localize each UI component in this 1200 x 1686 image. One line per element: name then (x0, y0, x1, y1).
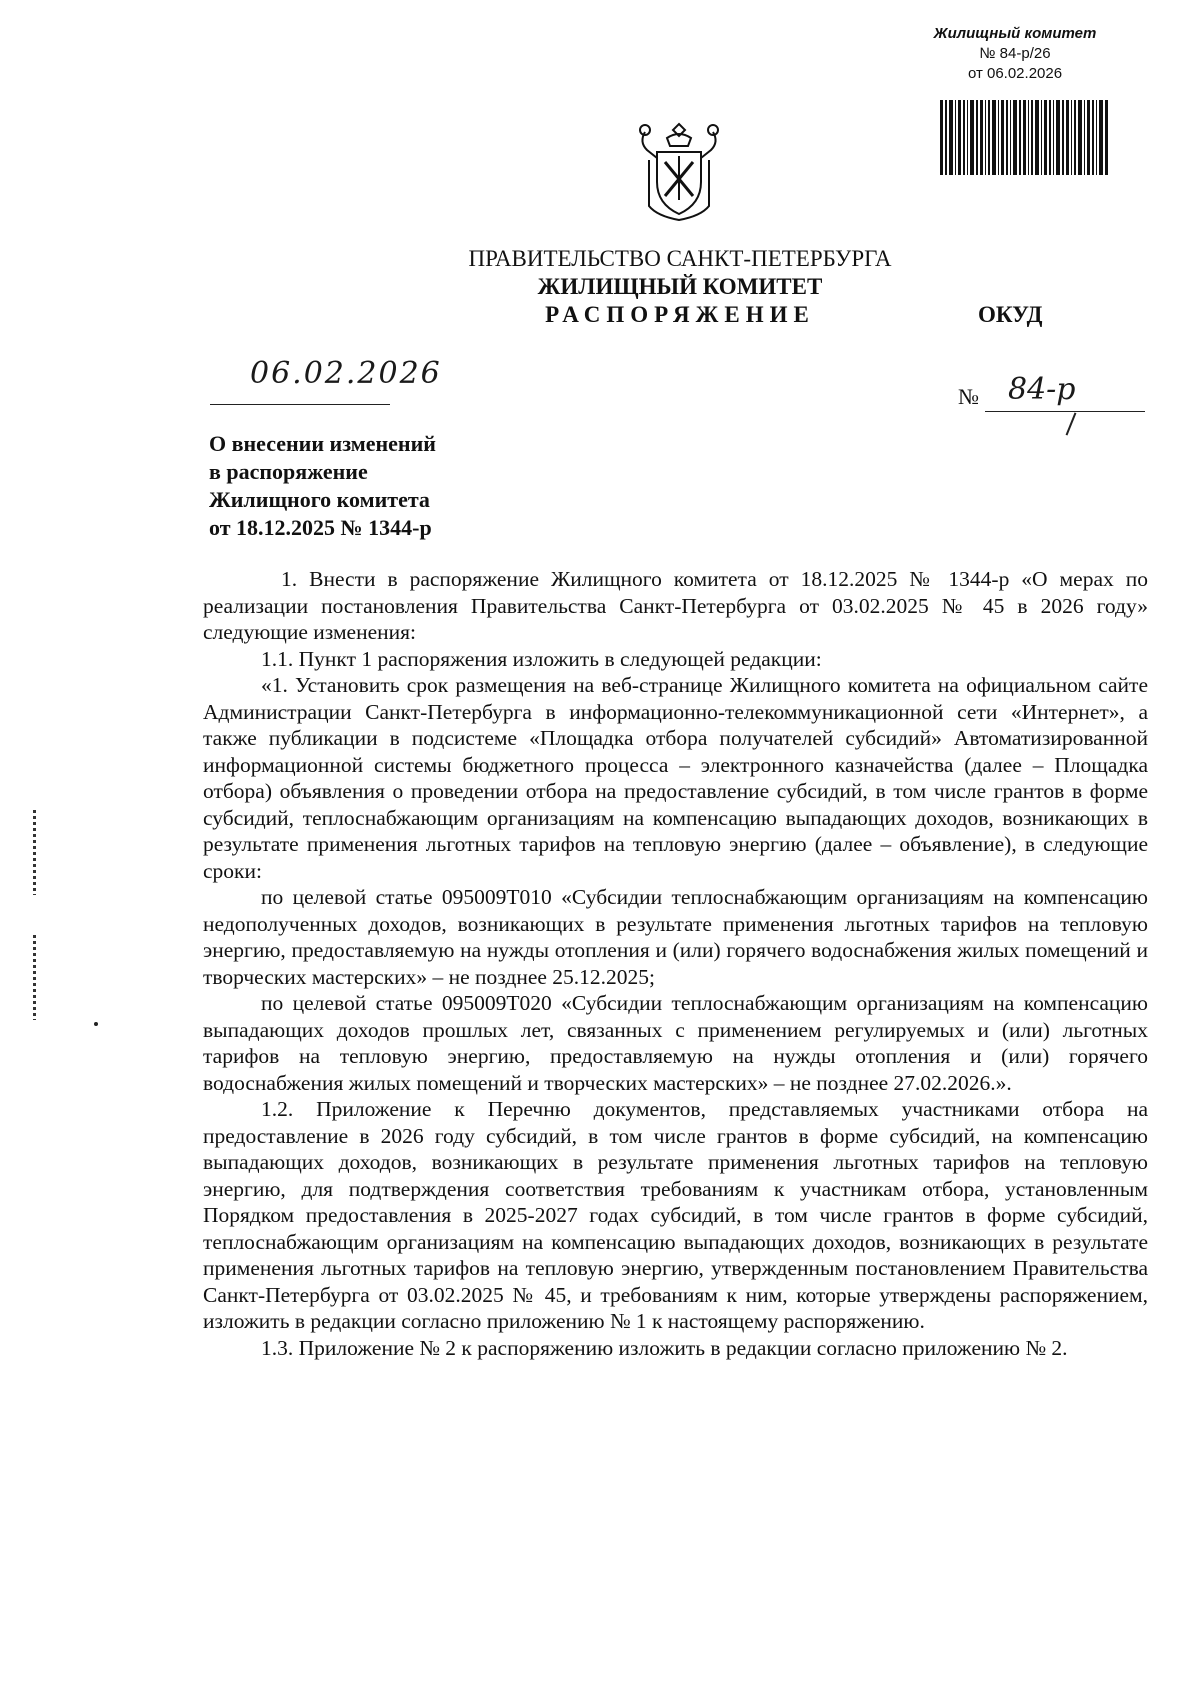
document-body (203, 566, 1148, 1361)
subject-line: Жилищного комитета (209, 487, 430, 512)
stamp-number: № 84-р/26 (979, 45, 1051, 62)
government-title: ПРАВИТЕЛЬСТВО САНКТ-ПЕТЕРБУРГА (468, 246, 892, 271)
subject-line: от 18.12.2025 № 1344-р (209, 515, 432, 540)
date-underline (210, 404, 390, 405)
paragraph-1-1: 1.1. Пункт 1 распоряжения изложить в следующей редакции: (261, 646, 822, 671)
stamp-organization: Жилищный комитет (933, 25, 1097, 42)
paragraph-1-1-text: «1. Установить срок размещения на веб-странице Жилищного комитета на официальном сайте Администрации Санкт-Петербурга в информационно-телекоммуникационной сети «Интернет», а также публикации в подсистеме «Площадка отбора получателей субсидий» Автоматизированной информационной системы бюджетного процесса – электронного казначейства (далее – Площадка отбора) объявления о проведении отбора на предоставление субсидий, в том числе грантов в форме субсидий, теплоснабжающим организациям на компенсацию выпадающих доходов, возникающих в результате применения льготных тарифов на тепловую энергию (далее – объявление), в следующие сроки: (203, 673, 1148, 883)
list-item-a: по целевой статье 095009Т010 «Субсидии теплоснабжающим организациям на компенсацию недополученных доходов, возникающих в результате применения льготных тарифов на тепловую энергию, предоставляемую на нужды отопления и (или) горячего водоснабжения жилых помещений и творческих мастерских» – не позднее 25.12.2025; (203, 885, 1148, 989)
number-underline (985, 411, 1145, 412)
registration-stamp (900, 24, 1130, 84)
scan-dot (94, 1022, 98, 1026)
subject-line: в распоряжение (209, 459, 368, 484)
paragraph-1-3: 1.3. Приложение № 2 к распоряжению изложить в редакции согласно приложению № 2. (261, 1335, 1068, 1360)
list-item-b: по целевой статье 095009Т020 «Субсидии теплоснабжающим организациям на компенсацию выпадающих доходов прошлых лет, связанных с применением регулируемых и (или) льготных тарифов на тепловую энергию, предоставляемую на нужды отопления и (или) горячего водоснабжения жилых помещений и творческих мастерских» – не позднее 27.02.2026.». (203, 991, 1148, 1095)
committee-title: ЖИЛИЩНЫЙ КОМИТЕТ (537, 274, 823, 299)
okud-label: ОКУД (978, 302, 1043, 327)
document-type: РАСПОРЯЖЕНИЕ (545, 302, 815, 327)
subject-line: О внесении изменений (209, 431, 436, 456)
barcode-icon (940, 100, 1110, 175)
document-subject (209, 430, 509, 542)
handwritten-date: 06.02.2026 (250, 356, 442, 391)
paragraph-1-2: 1.2. Приложение к Перечню документов, представляемых участниками отбора на предоставление в 2026 году субсидий, в том числе грантов в форме субсидий, на компенсацию выпадающих доходов, возникающих в результате применения льготных тарифов на тепловую энергию, для подтверждения соответствия требованиям к участникам отбора, установленным Порядком предоставления в 2025-2027 годах субсидий, в том числе грантов в форме субсидий, теплоснабжающим организациям на компенсацию выпадающих доходов, возникающих в результате применения льготных тарифов на тепловую энергию, утвержденным постановлением Правительства Санкт-Петербурга от 03.02.2025 № 45, и требованиям к ним, которые утверждены распоряжением, изложить в редакции согласно приложению № 1 к настоящему распоряжению. (203, 1097, 1148, 1333)
number-sign: № (958, 384, 979, 409)
binding-mark (33, 810, 36, 895)
handwritten-number: 84-р (1008, 372, 1076, 407)
stamp-date: от 06.02.2026 (967, 65, 1063, 82)
saint-petersburg-coat-of-arms-icon (635, 120, 723, 225)
binding-mark (33, 935, 36, 1020)
paragraph-1: 1. Внести в распоряжение Жилищного комитета от 18.12.2025 № 1344-р «О мерах по реализации постановления Правительства Санкт-Петербурга от 03.02.2025 № 45 в 2026 году» следующие изменения: (203, 567, 1148, 644)
number-stroke (1066, 412, 1077, 435)
